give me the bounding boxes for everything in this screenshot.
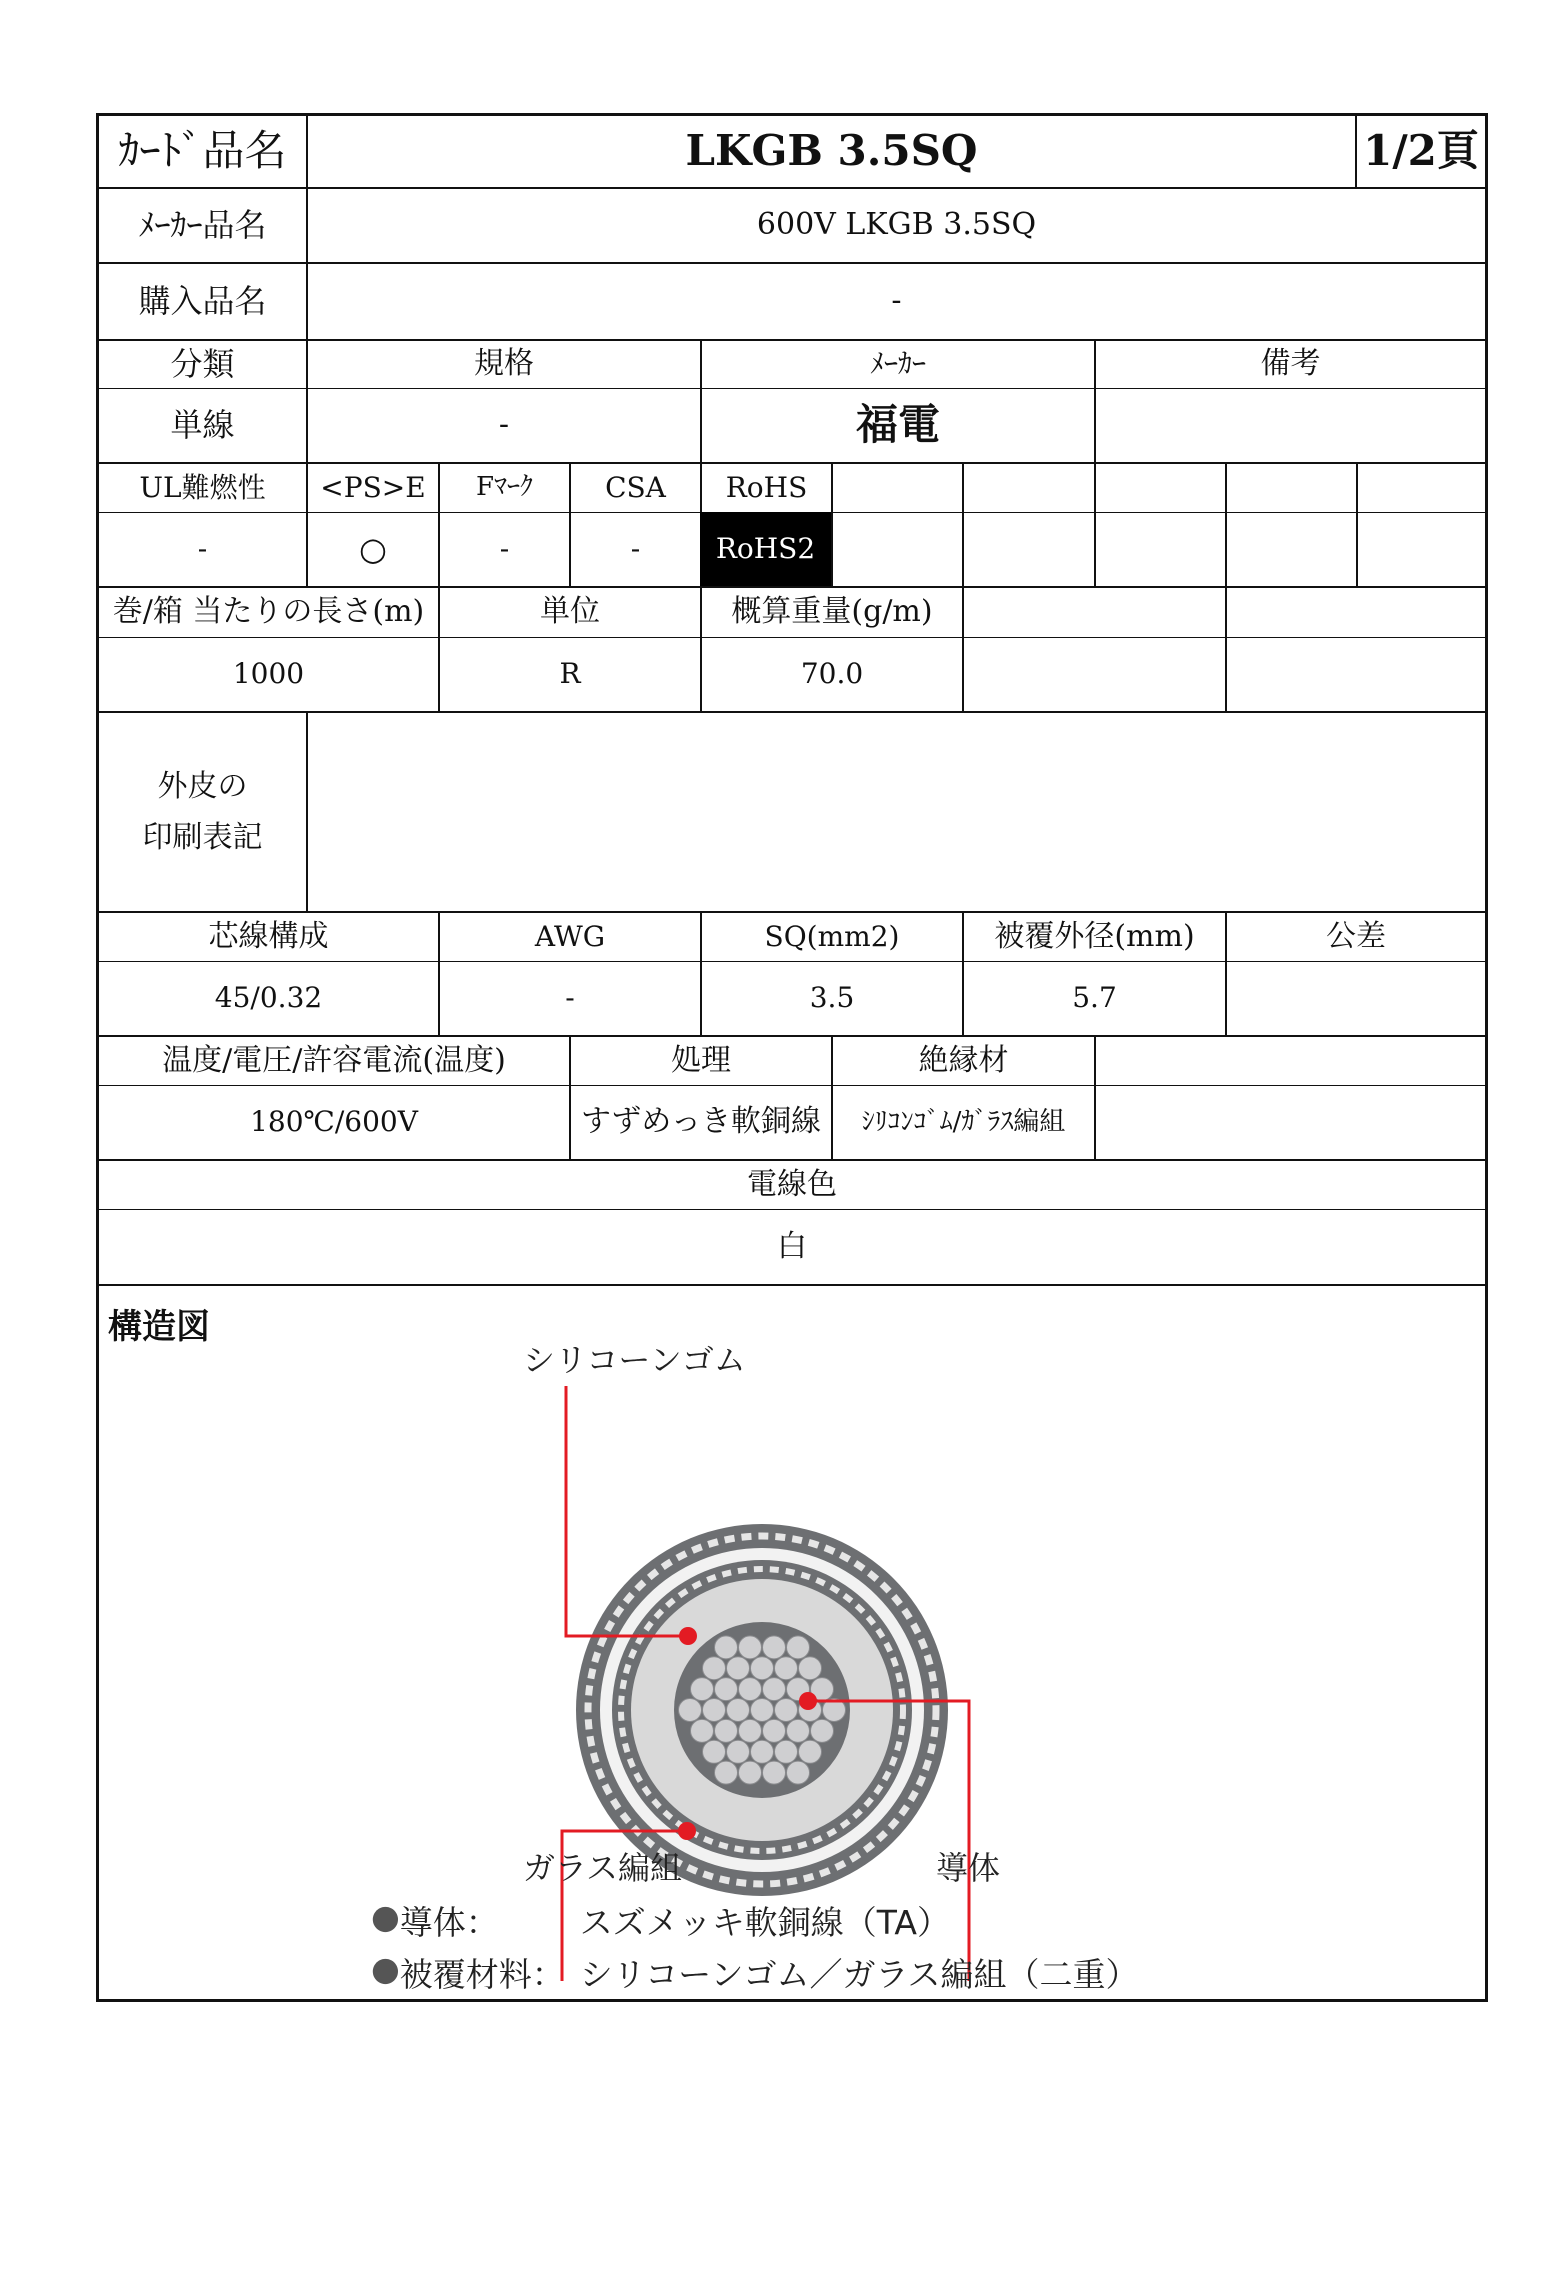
maker-header: ﾒｰｶｰ — [869, 347, 926, 381]
conductor-strand — [799, 1657, 822, 1680]
conductor-strand — [751, 1699, 774, 1722]
conductor-strand — [703, 1699, 726, 1722]
sq-header: SQ(mm2) — [764, 919, 900, 953]
purchase-name-value: - — [891, 283, 902, 319]
rohs-badge: RoHS2 — [700, 512, 831, 586]
conductor-strand — [727, 1740, 750, 1763]
insulation-header: 絶縁材 — [918, 1042, 1009, 1078]
legend-key: 被覆材料： — [399, 1955, 565, 1994]
conductor-strand — [715, 1636, 738, 1659]
packaging-value-extra — [964, 638, 1225, 711]
print-marking-label-line1: 外皮の — [157, 769, 248, 804]
card-name-value: LKGB 3.5SQ — [685, 126, 978, 176]
csa-header: CSA — [605, 470, 666, 504]
unit-value: R — [559, 657, 581, 691]
maker-value: 福電 — [855, 400, 940, 450]
packaging-header-extra — [964, 588, 1225, 637]
legend-bullet: ● — [371, 1897, 400, 1936]
print-marking-label-line2: 印刷表記 — [142, 820, 263, 855]
conductor-strand — [775, 1657, 798, 1680]
cert-value-extra — [1227, 513, 1356, 586]
print-marking-label — [99, 713, 306, 911]
legend-value: スズメッキ軟銅線（TA） — [579, 1903, 950, 1942]
awg-value: - — [565, 981, 575, 1015]
conductor-strand — [799, 1740, 822, 1763]
treatment-value: すずめっき軟銅線 — [581, 1104, 821, 1140]
standard-header: 規格 — [474, 346, 534, 382]
cert-header-extra — [833, 464, 962, 512]
legend-bullet: ● — [371, 1949, 400, 1988]
maker-name-label: ﾒｰｶｰ品名 — [138, 206, 267, 245]
cert-value-extra — [964, 513, 1094, 586]
conductor-strand — [775, 1740, 798, 1763]
conductor-strand — [691, 1719, 714, 1742]
remarks-header: 備考 — [1260, 346, 1321, 382]
wire-color-label: 電線色 — [747, 1166, 837, 1202]
rohs-header: RoHS — [725, 470, 808, 504]
sq-value: 3.5 — [809, 981, 855, 1015]
conductor-strand — [811, 1719, 834, 1742]
classification-header: 分類 — [170, 345, 235, 384]
packaging-value-extra — [1227, 638, 1485, 711]
cert-header-extra — [1358, 464, 1485, 512]
spec-sheet — [96, 113, 1488, 2005]
f-mark-value: - — [499, 532, 510, 566]
strand-construction-header: 芯線構成 — [208, 918, 329, 954]
leader-dot-conductor — [799, 1692, 817, 1710]
csa-value: - — [630, 532, 641, 566]
legend-value: シリコーンゴム／ガラス編組（二重） — [579, 1955, 1139, 1994]
conductor-strand — [763, 1761, 786, 1784]
label-silicone: シリコーンゴム — [523, 1341, 746, 1379]
conductor-strand — [751, 1657, 774, 1680]
legend-conductor — [371, 1897, 950, 1944]
print-marking-value — [308, 713, 1485, 911]
ratings-value-extra — [1096, 1086, 1485, 1159]
conductor-strand — [751, 1740, 774, 1763]
maker-name-value: 600V LKGB 3.5SQ — [756, 207, 1037, 243]
page-number: 1/2頁 — [1363, 126, 1479, 176]
card-name-label: ｶｰﾄﾞ品名 — [118, 126, 287, 176]
conductor-strand — [739, 1761, 762, 1784]
cert-header-extra — [964, 464, 1094, 512]
remarks-value — [1096, 389, 1485, 462]
conductor-strand — [739, 1636, 762, 1659]
leader-dot-glass — [678, 1822, 696, 1840]
conductor-strand — [775, 1699, 798, 1722]
unit-header: 単位 — [540, 594, 600, 630]
weight-header: 概算重量(g/m) — [731, 594, 933, 630]
f-mark-header: Fﾏｰｸ — [475, 472, 534, 503]
label-conductor: 導体 — [936, 1849, 1001, 1887]
conductor-strand — [739, 1719, 762, 1742]
rating-header: 温度/電圧/許容電流(温度) — [162, 1042, 506, 1078]
conductor-strand — [715, 1678, 738, 1701]
legend-key: 導体： — [399, 1903, 499, 1942]
cert-header-extra — [1096, 464, 1225, 512]
insulation-value: ｼﾘｺﾝｺﾞﾑ/ｶﾞﾗｽ編組 — [861, 1106, 1066, 1137]
pse-header: <PS>E — [320, 470, 426, 504]
conductor-strand — [787, 1761, 810, 1784]
conductor-strand — [763, 1719, 786, 1742]
outer-diameter-header: 被覆外径(mm) — [994, 918, 1195, 954]
weight-value: 70.0 — [800, 657, 864, 691]
treatment-header: 処理 — [671, 1042, 731, 1078]
label-glass-braid: ガラス編組 — [523, 1849, 683, 1887]
leader-dot-silicone — [679, 1627, 697, 1645]
conductor-strand — [763, 1678, 786, 1701]
conductor-strand — [787, 1719, 810, 1742]
cert-header-extra — [1227, 464, 1356, 512]
conductor-strand — [715, 1761, 738, 1784]
cert-value-extra — [833, 513, 962, 586]
conductor-strand — [703, 1740, 726, 1763]
ratings-header-extra — [1096, 1037, 1485, 1085]
conductor-strand — [727, 1657, 750, 1680]
pse-value: ○ — [359, 530, 387, 569]
length-per-reel-header: 巻/箱 当たりの長さ(m) — [112, 594, 425, 630]
legend-coating — [371, 1949, 1139, 1996]
conductor-strand — [763, 1636, 786, 1659]
conductor-strand — [679, 1699, 702, 1722]
awg-header: AWG — [534, 919, 606, 953]
tolerance-header: 公差 — [1326, 918, 1386, 954]
ul-flame-value: - — [197, 532, 208, 566]
ul-flame-header: UL難燃性 — [139, 470, 266, 504]
tolerance-value — [1227, 962, 1485, 1035]
strand-construction-value: 45/0.32 — [214, 981, 323, 1015]
cert-value-extra — [1096, 513, 1225, 586]
packaging-header-extra — [1227, 588, 1485, 637]
conductor-strand — [715, 1719, 738, 1742]
wire-color-value: 白 — [777, 1228, 807, 1264]
rating-value: 180℃/600V — [250, 1105, 418, 1139]
conductor-strand — [787, 1636, 810, 1659]
purchase-name-label: 購入品名 — [138, 282, 267, 321]
conductor-strand — [727, 1699, 750, 1722]
conductor-strand — [703, 1657, 726, 1680]
conductor-strand — [739, 1678, 762, 1701]
structure-title: 構造図 — [108, 1307, 210, 1347]
classification-value: 単線 — [170, 406, 235, 445]
outer-diameter-value: 5.7 — [1072, 981, 1117, 1015]
cert-value-extra — [1358, 513, 1485, 586]
standard-value: - — [498, 407, 510, 443]
conductor-strand — [691, 1678, 714, 1701]
length-per-reel-value: 1000 — [232, 657, 305, 691]
